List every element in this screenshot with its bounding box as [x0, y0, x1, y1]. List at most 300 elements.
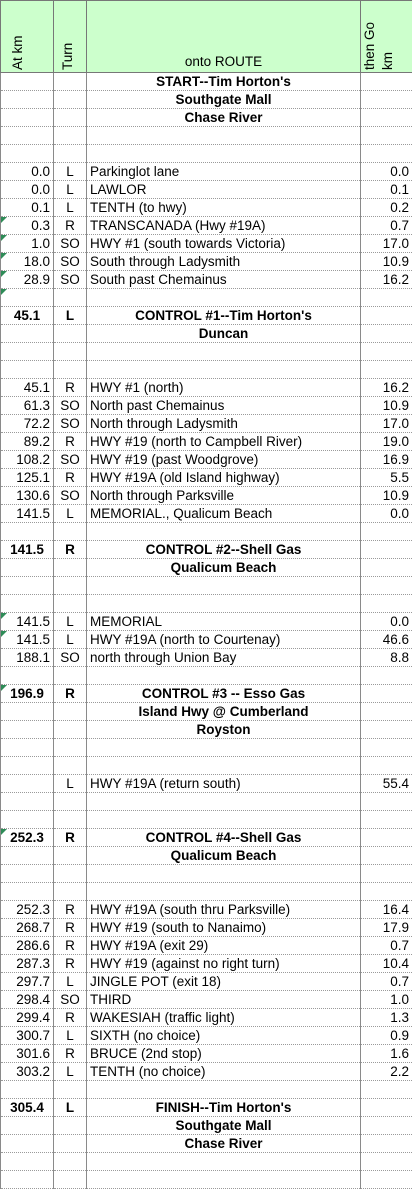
at-km-cell[interactable]: [1, 775, 54, 793]
then-go-cell[interactable]: [361, 739, 412, 757]
onto-route-cell[interactable]: HWY #19A (old Island highway): [87, 469, 361, 487]
turn-cell[interactable]: R: [54, 685, 87, 703]
at-km-cell[interactable]: 252.3: [1, 901, 54, 919]
onto-route-cell[interactable]: HWY #19A (north to Courtenay): [87, 631, 361, 649]
at-km-cell[interactable]: [1, 253, 54, 271]
then-go-cell[interactable]: [361, 1117, 412, 1135]
turn-cell[interactable]: [54, 1135, 87, 1153]
turn-cell[interactable]: [54, 595, 87, 613]
control-name-cell[interactable]: CONTROL #3 -- Esso Gas: [87, 685, 361, 703]
then-go-cell[interactable]: [361, 667, 412, 685]
at-km-cell[interactable]: [1, 1081, 54, 1099]
onto-route-cell[interactable]: South through Ladysmith: [87, 253, 361, 271]
at-km-cell[interactable]: 45.1: [1, 379, 54, 397]
turn-cell[interactable]: [54, 289, 87, 307]
at-km-cell[interactable]: [1, 811, 54, 829]
route-row: [1, 505, 412, 523]
then-go-cell[interactable]: 0.0: [361, 613, 412, 631]
turn-cell[interactable]: L: [54, 973, 87, 991]
then-go-cell[interactable]: [361, 793, 412, 811]
blank-row: [1, 577, 412, 595]
turn-cell[interactable]: R: [54, 1045, 87, 1063]
route-row: [1, 901, 412, 919]
title-row: [1, 91, 412, 109]
blank-row: [1, 667, 412, 685]
turn-cell[interactable]: SO: [54, 451, 87, 469]
comment-marker-icon: [1, 631, 7, 637]
header-row: [1, 1, 412, 73]
turn-cell[interactable]: L: [54, 631, 87, 649]
then-go-cell[interactable]: [361, 325, 412, 343]
onto-route-cell[interactable]: North through Parksville: [87, 487, 361, 505]
at-km-cell[interactable]: [1, 271, 54, 289]
route-row: [1, 199, 412, 217]
at-km-cell[interactable]: 299.4: [1, 1009, 54, 1027]
at-km-cell[interactable]: [1, 145, 54, 163]
turn-cell[interactable]: R: [54, 937, 87, 955]
onto-route-cell[interactable]: HWY #19 (south to Nanaimo): [87, 919, 361, 937]
control-row: [1, 307, 412, 325]
location-title-cell[interactable]: Qualicum Beach: [87, 559, 361, 577]
header-turn[interactable]: [54, 1, 87, 73]
turn-cell[interactable]: L: [54, 199, 87, 217]
onto-route-cell[interactable]: [87, 595, 361, 613]
then-go-cell[interactable]: [361, 721, 412, 739]
then-go-cell[interactable]: 0.2: [361, 199, 412, 217]
then-go-cell[interactable]: 0.0: [361, 163, 412, 181]
then-go-cell[interactable]: 16.2: [361, 379, 412, 397]
turn-cell[interactable]: R: [54, 469, 87, 487]
turn-cell[interactable]: SO: [54, 397, 87, 415]
at-km-cell[interactable]: 301.6: [1, 1045, 54, 1063]
then-go-cell[interactable]: [361, 811, 412, 829]
location-title-cell[interactable]: Southgate Mall: [87, 91, 361, 109]
then-go-cell[interactable]: 0.9: [361, 1027, 412, 1045]
at-km-cell[interactable]: 130.6: [1, 487, 54, 505]
comment-marker-icon: [1, 685, 7, 691]
at-km-cell[interactable]: [1, 613, 54, 631]
comment-marker-icon: [1, 289, 7, 295]
at-km-cell[interactable]: 0.1: [1, 199, 54, 217]
at-km-cell[interactable]: [1, 721, 54, 739]
turn-cell[interactable]: [54, 667, 87, 685]
turn-cell[interactable]: [54, 91, 87, 109]
onto-route-cell[interactable]: TENTH (no choice): [87, 1063, 361, 1081]
control-name-cell[interactable]: CONTROL #4--Shell Gas: [87, 829, 361, 847]
then-go-cell[interactable]: 10.9: [361, 253, 412, 271]
at-km-cell[interactable]: 297.7: [1, 973, 54, 991]
then-go-cell[interactable]: [361, 73, 412, 91]
at-km-cell[interactable]: [1, 343, 54, 361]
turn-cell[interactable]: [54, 811, 87, 829]
onto-route-cell[interactable]: MEMORIAL: [87, 613, 361, 631]
then-go-cell[interactable]: [361, 1153, 412, 1171]
turn-cell[interactable]: R: [54, 379, 87, 397]
turn-cell[interactable]: [54, 739, 87, 757]
onto-route-cell[interactable]: [87, 1171, 361, 1189]
at-km-cell[interactable]: 287.3: [1, 955, 54, 973]
at-km-cell[interactable]: [1, 235, 54, 253]
onto-route-cell[interactable]: HWY #1 (south towards Victoria): [87, 235, 361, 253]
then-go-cell[interactable]: 2.2: [361, 1063, 412, 1081]
onto-route-cell[interactable]: JINGLE POT (exit 18): [87, 973, 361, 991]
route-row: [1, 919, 412, 937]
header-at-km[interactable]: [1, 1, 54, 73]
at-km-cell[interactable]: [1, 577, 54, 595]
onto-route-cell[interactable]: LAWLOR: [87, 181, 361, 199]
then-go-cell[interactable]: [361, 1081, 412, 1099]
then-go-cell[interactable]: [361, 883, 412, 901]
turn-cell[interactable]: [54, 1153, 87, 1171]
at-km-cell[interactable]: 61.3: [1, 397, 54, 415]
title-row: [1, 109, 412, 127]
onto-route-cell[interactable]: [87, 577, 361, 595]
at-km-cell[interactable]: 108.2: [1, 451, 54, 469]
then-go-cell[interactable]: [361, 847, 412, 865]
onto-route-cell[interactable]: [87, 865, 361, 883]
control-row: [1, 1099, 412, 1117]
then-go-cell[interactable]: [361, 1099, 412, 1117]
onto-route-cell[interactable]: BRUCE (2nd stop): [87, 1045, 361, 1063]
at-km-cell[interactable]: 0.0: [1, 181, 54, 199]
turn-cell[interactable]: [54, 1081, 87, 1099]
turn-cell[interactable]: L: [54, 1063, 87, 1081]
onto-route-cell[interactable]: [87, 793, 361, 811]
control-name-cell[interactable]: FINISH--Tim Horton's: [87, 1099, 361, 1117]
then-go-cell[interactable]: [361, 361, 412, 379]
turn-cell[interactable]: [54, 703, 87, 721]
turn-cell[interactable]: [54, 523, 87, 541]
blank-row: [1, 757, 412, 775]
blank-row: [1, 145, 412, 163]
location-title-cell[interactable]: START--Tim Horton's: [87, 73, 361, 91]
blank-row: [1, 865, 412, 883]
then-go-cell[interactable]: [361, 127, 412, 145]
then-go-cell[interactable]: [361, 559, 412, 577]
at-km-cell[interactable]: [1, 1117, 54, 1135]
turn-cell[interactable]: [54, 793, 87, 811]
at-km-cell[interactable]: 125.1: [1, 469, 54, 487]
blank-row: [1, 127, 412, 145]
route-row: [1, 217, 412, 235]
onto-route-cell[interactable]: [87, 361, 361, 379]
onto-route-cell[interactable]: [87, 811, 361, 829]
then-go-cell[interactable]: [361, 145, 412, 163]
at-km-cell[interactable]: [1, 1171, 54, 1189]
onto-route-cell[interactable]: [87, 1081, 361, 1099]
onto-route-cell[interactable]: SIXTH (no choice): [87, 1027, 361, 1045]
then-go-cell[interactable]: [361, 865, 412, 883]
turn-cell[interactable]: SO: [54, 235, 87, 253]
then-go-cell[interactable]: 1.6: [361, 1045, 412, 1063]
comment-marker-icon: [1, 613, 7, 619]
turn-cell[interactable]: R: [54, 955, 87, 973]
then-go-cell[interactable]: [361, 109, 412, 127]
then-go-cell[interactable]: 0.7: [361, 937, 412, 955]
turn-cell[interactable]: [54, 361, 87, 379]
turn-cell[interactable]: [54, 847, 87, 865]
then-go-cell[interactable]: 19.0: [361, 433, 412, 451]
header-onto-route-label: onto ROUTE: [90, 53, 357, 70]
then-go-cell[interactable]: [361, 703, 412, 721]
onto-route-cell[interactable]: [87, 289, 361, 307]
at-km-cell[interactable]: 188.1: [1, 649, 54, 667]
turn-cell[interactable]: L: [54, 613, 87, 631]
at-km-cell[interactable]: [1, 631, 54, 649]
at-km-cell[interactable]: [1, 829, 54, 847]
at-km-cell[interactable]: 305.4: [1, 1099, 54, 1117]
at-km-cell[interactable]: 141.5: [1, 541, 54, 559]
turn-cell[interactable]: [54, 145, 87, 163]
route-row: [1, 991, 412, 1009]
then-go-cell[interactable]: 5.5: [361, 469, 412, 487]
turn-cell[interactable]: L: [54, 181, 87, 199]
at-km-cell[interactable]: [1, 217, 54, 235]
route-row: [1, 379, 412, 397]
at-km-cell[interactable]: [1, 73, 54, 91]
turn-cell[interactable]: R: [54, 901, 87, 919]
comment-marker-icon: [1, 217, 7, 223]
title-row: [1, 73, 412, 91]
onto-route-cell[interactable]: [87, 757, 361, 775]
onto-route-cell[interactable]: HWY #19A (exit 29): [87, 937, 361, 955]
control-name-cell[interactable]: CONTROL #1--Tim Horton's: [87, 307, 361, 325]
route-row: [1, 1009, 412, 1027]
then-go-cell[interactable]: 10.9: [361, 487, 412, 505]
onto-route-cell[interactable]: TENTH (to hwy): [87, 199, 361, 217]
at-km-cell[interactable]: 300.7: [1, 1027, 54, 1045]
then-go-cell[interactable]: 17.0: [361, 235, 412, 253]
blank-row: [1, 1153, 412, 1171]
at-km-value: 141.5: [16, 614, 50, 629]
onto-route-cell[interactable]: [87, 343, 361, 361]
then-go-cell[interactable]: 8.8: [361, 649, 412, 667]
comment-marker-icon: [1, 253, 7, 259]
at-km-cell[interactable]: [1, 739, 54, 757]
then-go-cell[interactable]: 1.0: [361, 991, 412, 1009]
blank-row: [1, 361, 412, 379]
location-title-cell[interactable]: Chase River: [87, 1135, 361, 1153]
then-go-cell[interactable]: 17.9: [361, 919, 412, 937]
at-km-cell[interactable]: [1, 523, 54, 541]
at-km-cell[interactable]: 298.4: [1, 991, 54, 1009]
at-km-cell[interactable]: 268.7: [1, 919, 54, 937]
onto-route-cell[interactable]: HWY #19A (return south): [87, 775, 361, 793]
then-go-cell[interactable]: [361, 1171, 412, 1189]
onto-route-cell[interactable]: HWY #1 (north): [87, 379, 361, 397]
location-title-cell[interactable]: Duncan: [87, 325, 361, 343]
onto-route-cell[interactable]: [87, 145, 361, 163]
turn-cell[interactable]: SO: [54, 253, 87, 271]
turn-cell[interactable]: L: [54, 307, 87, 325]
at-km-cell[interactable]: 286.6: [1, 937, 54, 955]
turn-cell[interactable]: R: [54, 433, 87, 451]
at-km-cell[interactable]: 45.1: [1, 307, 54, 325]
turn-cell[interactable]: SO: [54, 649, 87, 667]
turn-cell[interactable]: R: [54, 217, 87, 235]
turn-cell[interactable]: [54, 883, 87, 901]
onto-route-cell[interactable]: [87, 667, 361, 685]
then-go-cell[interactable]: [361, 595, 412, 613]
turn-cell[interactable]: [54, 73, 87, 91]
turn-cell[interactable]: L: [54, 163, 87, 181]
at-km-cell[interactable]: [1, 703, 54, 721]
then-go-cell[interactable]: 46.6: [361, 631, 412, 649]
header-turn-label: Turn: [59, 43, 76, 70]
then-go-cell[interactable]: [361, 523, 412, 541]
then-go-cell[interactable]: 16.2: [361, 271, 412, 289]
route-row: [1, 1045, 412, 1063]
location-title-cell[interactable]: Royston: [87, 721, 361, 739]
blank-row: [1, 739, 412, 757]
then-go-cell[interactable]: 17.0: [361, 415, 412, 433]
onto-route-cell[interactable]: [87, 883, 361, 901]
turn-cell[interactable]: [54, 343, 87, 361]
location-title-cell[interactable]: Southgate Mall: [87, 1117, 361, 1135]
turn-cell[interactable]: R: [54, 1009, 87, 1027]
at-km-cell[interactable]: [1, 667, 54, 685]
onto-route-cell[interactable]: Parkinglot lane: [87, 163, 361, 181]
onto-route-cell[interactable]: [87, 523, 361, 541]
turn-cell[interactable]: R: [54, 829, 87, 847]
onto-route-cell[interactable]: THIRD: [87, 991, 361, 1009]
turn-cell[interactable]: [54, 865, 87, 883]
route-row: [1, 451, 412, 469]
control-row: [1, 829, 412, 847]
then-go-cell[interactable]: [361, 685, 412, 703]
then-go-cell[interactable]: [361, 91, 412, 109]
onto-route-cell[interactable]: MEMORIAL., Qualicum Beach: [87, 505, 361, 523]
turn-cell[interactable]: [54, 577, 87, 595]
turn-cell[interactable]: SO: [54, 271, 87, 289]
turn-cell[interactable]: [54, 109, 87, 127]
route-row: [1, 775, 412, 793]
at-km-cell[interactable]: [1, 559, 54, 577]
turn-cell[interactable]: R: [54, 919, 87, 937]
turn-cell[interactable]: [54, 559, 87, 577]
turn-cell[interactable]: SO: [54, 487, 87, 505]
then-go-cell[interactable]: [361, 307, 412, 325]
comment-marker-icon: [1, 271, 7, 277]
turn-cell[interactable]: [54, 1117, 87, 1135]
onto-route-cell[interactable]: [87, 127, 361, 145]
at-km-cell[interactable]: [1, 883, 54, 901]
turn-cell[interactable]: [54, 325, 87, 343]
onto-route-cell[interactable]: North past Chemainus: [87, 397, 361, 415]
then-go-cell[interactable]: [361, 289, 412, 307]
control-name-cell[interactable]: CONTROL #2--Shell Gas: [87, 541, 361, 559]
location-title-cell[interactable]: Chase River: [87, 109, 361, 127]
then-go-cell[interactable]: 0.7: [361, 217, 412, 235]
turn-cell[interactable]: L: [54, 1027, 87, 1045]
route-row: [1, 253, 412, 271]
at-km-cell[interactable]: [1, 595, 54, 613]
location-title-cell[interactable]: Qualicum Beach: [87, 847, 361, 865]
route-row: [1, 973, 412, 991]
onto-route-cell[interactable]: WAKESIAH (traffic light): [87, 1009, 361, 1027]
at-km-cell[interactable]: [1, 757, 54, 775]
then-go-cell[interactable]: 55.4: [361, 775, 412, 793]
at-km-cell[interactable]: 141.5: [1, 505, 54, 523]
at-km-cell[interactable]: 303.2: [1, 1063, 54, 1081]
onto-route-cell[interactable]: HWY #19A (south thru Parksville): [87, 901, 361, 919]
then-go-cell[interactable]: [361, 1135, 412, 1153]
turn-cell[interactable]: [54, 1171, 87, 1189]
onto-route-cell[interactable]: HWY #19 (past Woodgrove): [87, 451, 361, 469]
at-km-value: 252.3: [10, 830, 44, 845]
onto-route-cell[interactable]: HWY #19 (north to Campbell River): [87, 433, 361, 451]
turn-cell[interactable]: SO: [54, 415, 87, 433]
blank-row: [1, 883, 412, 901]
turn-cell[interactable]: [54, 721, 87, 739]
then-go-cell[interactable]: 1.3: [361, 1009, 412, 1027]
at-km-cell[interactable]: [1, 685, 54, 703]
at-km-cell[interactable]: [1, 109, 54, 127]
at-km-cell[interactable]: [1, 361, 54, 379]
turn-cell[interactable]: L: [54, 505, 87, 523]
control-row: [1, 685, 412, 703]
then-go-cell[interactable]: [361, 757, 412, 775]
turn-cell[interactable]: L: [54, 1099, 87, 1117]
then-go-cell[interactable]: [361, 829, 412, 847]
turn-cell[interactable]: [54, 757, 87, 775]
onto-route-cell[interactable]: [87, 1153, 361, 1171]
then-go-cell[interactable]: [361, 541, 412, 559]
then-go-cell[interactable]: 10.9: [361, 397, 412, 415]
at-km-cell[interactable]: 89.2: [1, 433, 54, 451]
at-km-cell[interactable]: 72.2: [1, 415, 54, 433]
at-km-cell[interactable]: 0.0: [1, 163, 54, 181]
then-go-cell[interactable]: 0.7: [361, 973, 412, 991]
at-km-cell[interactable]: [1, 1153, 54, 1171]
at-km-cell[interactable]: [1, 1135, 54, 1153]
then-go-cell[interactable]: 10.4: [361, 955, 412, 973]
onto-route-cell[interactable]: [87, 739, 361, 757]
at-km-cell[interactable]: [1, 289, 54, 307]
then-go-cell[interactable]: [361, 343, 412, 361]
then-go-cell[interactable]: 0.1: [361, 181, 412, 199]
onto-route-cell[interactable]: north through Union Bay: [87, 649, 361, 667]
onto-route-cell[interactable]: HWY #19 (against no right turn): [87, 955, 361, 973]
title-row: [1, 325, 412, 343]
at-km-cell[interactable]: [1, 91, 54, 109]
turn-cell[interactable]: R: [54, 541, 87, 559]
header-onto-route[interactable]: [87, 1, 361, 73]
route-row: [1, 1027, 412, 1045]
then-go-cell[interactable]: 16.4: [361, 901, 412, 919]
onto-route-cell[interactable]: North through Ladysmith: [87, 415, 361, 433]
then-go-cell[interactable]: 16.9: [361, 451, 412, 469]
at-km-cell[interactable]: [1, 127, 54, 145]
at-km-cell[interactable]: [1, 865, 54, 883]
then-go-cell[interactable]: 0.0: [361, 505, 412, 523]
turn-cell[interactable]: L: [54, 775, 87, 793]
onto-route-cell[interactable]: South past Chemainus: [87, 271, 361, 289]
location-title-cell[interactable]: Island Hwy @ Cumberland: [87, 703, 361, 721]
at-km-cell[interactable]: [1, 793, 54, 811]
at-km-cell[interactable]: [1, 325, 54, 343]
route-row: [1, 487, 412, 505]
route-row: [1, 271, 412, 289]
header-then-go-km[interactable]: [361, 1, 412, 73]
turn-cell[interactable]: [54, 127, 87, 145]
onto-route-cell[interactable]: TRANSCANADA (Hwy #19A): [87, 217, 361, 235]
at-km-cell[interactable]: [1, 847, 54, 865]
blank-row: [1, 1171, 412, 1189]
route-row: [1, 235, 412, 253]
then-go-cell[interactable]: [361, 577, 412, 595]
turn-cell[interactable]: SO: [54, 991, 87, 1009]
